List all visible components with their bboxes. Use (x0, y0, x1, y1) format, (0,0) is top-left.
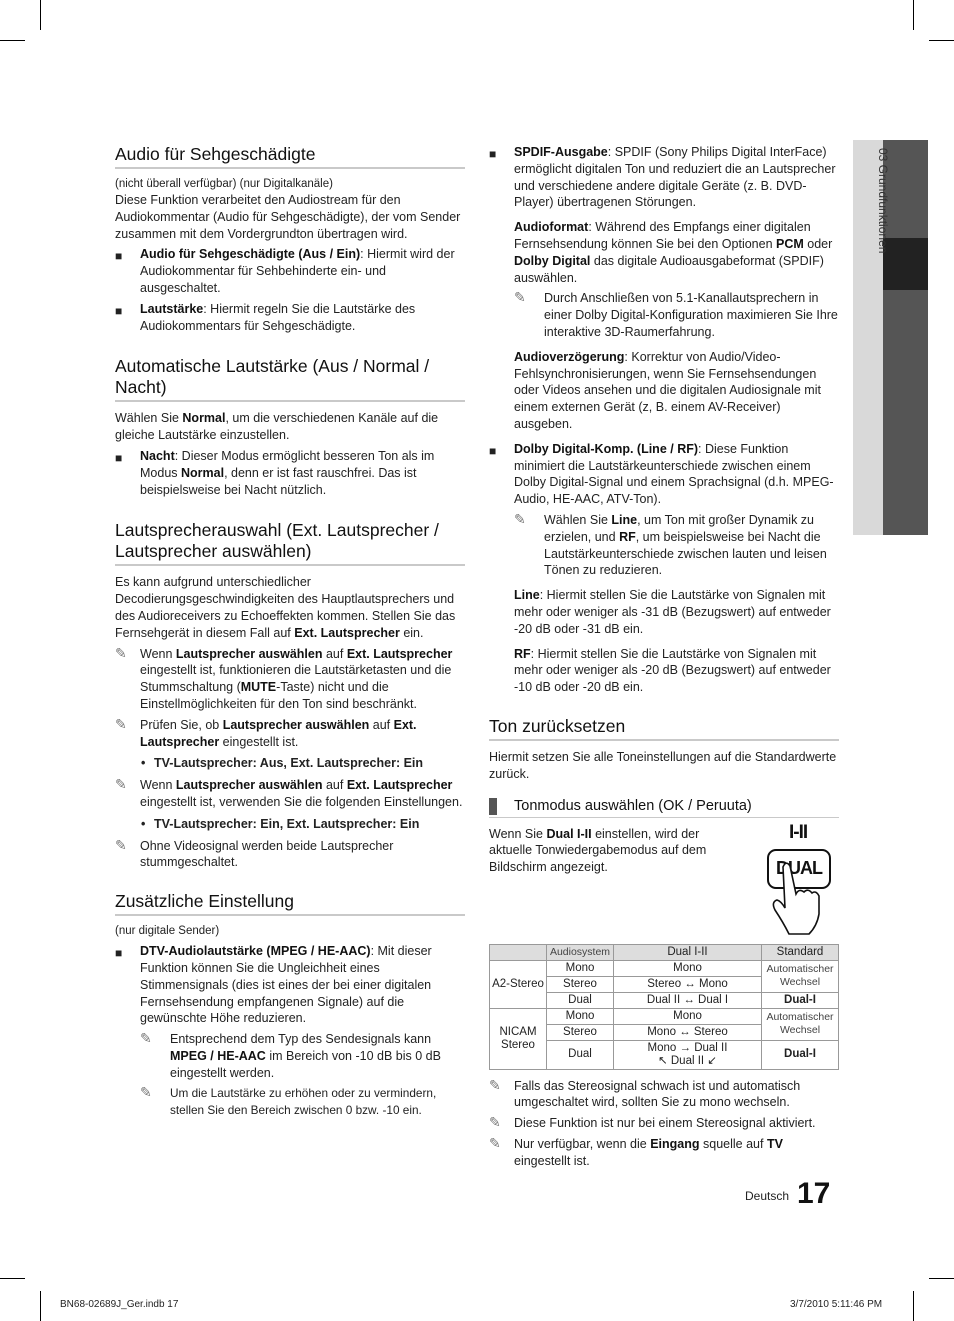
bullet-item: ■ SPDIF-Ausgabe: SPDIF (Sony Philips Digital InterFace) ermöglicht digitalen Ton und reduziert die an Lautsprecher und verschiedene andere digitale Geräte (z. B. DVD-Player) übertragenen Störungen. (489, 145, 836, 210)
note-item: ✎ Nur verfügbar, wenn die Eingang squelle auf TV eingestellt ist. (489, 1134, 783, 1168)
intro-text: Diese Funktion verarbeitet den Audiostream für den Audiokommentar (Audio für Sehgeschädigte), der vom Sender zusammen mit dem Vordergrundton übertragen wird. (115, 193, 461, 241)
body-text: Wählen Sie Normal, um die verschiedenen Kanäle auf die gleiche Lautstärke einzustellen. (115, 411, 439, 443)
note-pencil-icon: ✎ (115, 715, 127, 732)
table-cell: Mono (614, 960, 762, 976)
dual-button-illustration (759, 822, 839, 940)
dot-item: • TV-Lautsprecher: Ein, Ext. Lautsprecher: Ein (141, 816, 420, 831)
bullet-item: ■ Nacht: Dieser Modus ermöglicht besseren Ton als im Modus Normal, denn er ist fast rauschfrei. Das ist beispielsweise bei Nacht nützlich. (115, 448, 435, 497)
note-pencil-icon: ✎ (115, 644, 127, 661)
note-item: ✎ Wählen Sie Line, um Ton mit großer Dynamik zu erzielen, und RF, um beispielsweise bei Nacht die Lautstärkeunterschiede zwischen lauten und leisen Tönen zu reduzieren. (514, 510, 827, 578)
chapter-tab (853, 140, 928, 535)
note-pencil-icon: ✎ (489, 1076, 501, 1093)
section-title: Ton zurücksetzen (489, 716, 839, 741)
crop-mark (929, 1278, 954, 1279)
page-number: 17 (797, 1177, 831, 1210)
crop-mark (40, 0, 41, 30)
section-ton-zuruecksetzen (489, 716, 839, 1170)
note-pencil-icon: ✎ (489, 1114, 501, 1131)
chapter-tab-label: 03 Grundfunktionen (876, 148, 890, 254)
body-text: Es kann aufgrund unterschiedlicher Decodierungsgeschwindigkeiten des Hauptlautsprechers und des Audioreceivers zu Echoeffekten kommen. Stellen Sie das Fernsehgerät in diesem Fall auf Ext. Lautsprecher ein. (115, 575, 456, 640)
note-pencil-icon: ✎ (514, 510, 526, 527)
table-cell: Automatischer Wechsel (762, 960, 839, 992)
note-pencil-icon: ✎ (115, 776, 127, 793)
table-header-cell (490, 944, 547, 960)
note-item: ✎ Falls das Stereosignal schwach ist und automatisch umgeschaltet wird, sollten Sie zu mono wechseln. (489, 1076, 801, 1110)
dual-description (489, 821, 839, 936)
crop-mark (0, 40, 25, 41)
table-cell: Mono (547, 960, 614, 976)
crop-mark (913, 0, 914, 30)
section-title: Zusätzliche Einstellung (115, 891, 465, 916)
table-row (490, 960, 839, 976)
audio-system-table (489, 944, 839, 1070)
right-column (489, 144, 839, 1173)
body-text: RF: Hiermit stellen Sie die Lautstärke von Signalen mit mehr oder weniger als -20 dB (Bezugswert) auf entweder -10 dB oder -20 dB ein. (514, 646, 831, 695)
bullet-item: ■ Audio für Sehgeschädigte (Aus / Ein): Hiermit wird der Audiokommentar für Sehbehinderte ein- und ausgeschaltet. (115, 247, 455, 295)
table-header-cell: Standard (762, 944, 839, 960)
note-item: ✎ Wenn Lautsprecher auswählen auf Ext. Lautsprecher eingestellt ist, funktionieren die Lautstärketasten und die Stummschaltung (MUTE-Taste) nicht und die Einstellmöglichkeiten für den Ton sind beschränkt. (115, 644, 453, 711)
table-cell: Dual-I (762, 992, 839, 1008)
note-pencil-icon: ✎ (489, 1134, 501, 1151)
table-cell: Stereo ↔ Mono (614, 976, 762, 992)
section-title: Lautsprecherauswahl (Ext. Lautsprecher / Lautsprecher auswählen) (115, 520, 465, 566)
note-pencil-icon: ✎ (115, 836, 127, 853)
table-row (490, 1008, 839, 1024)
body-text: Audioformat: Während des Empfangs einer digitalen Fernsehsendung können Sie bei den Optionen PCM oder Dolby Digital das digitale Audioausgabeformat (SPDIF) auswählen. (514, 220, 833, 285)
table-cell: Mono → Dual II ↖ Dual II ↙ (614, 1040, 762, 1069)
note-item: ✎ Ohne Videosignal werden beide Lautsprecher stummgeschaltet. (115, 836, 394, 870)
pointing-hand-icon (759, 822, 839, 940)
note-item: ✎ Entsprechend dem Typ des Sendesignals kann MPEG / HE-AAC im Bereich von -10 dB bis 0 dB eingestellt werden. (140, 1030, 441, 1080)
dual-button-top-label: I-II (789, 821, 808, 843)
crop-mark (40, 1291, 41, 1321)
table-cell: Dual (547, 1040, 614, 1069)
table-cell: Mono ↔ Stereo (614, 1024, 762, 1040)
table-cell: A2-Stereo (490, 960, 547, 1008)
table-cell: Mono (614, 1008, 762, 1024)
body-text: Hiermit setzen Sie alle Toneinstellungen auf die Standardwerte zurück. (489, 749, 837, 781)
table-cell: Stereo (547, 1024, 614, 1040)
table-cell: Dual-I (762, 1040, 839, 1069)
dual-button: DUAL (767, 849, 831, 889)
section-auto-lautstaerke (115, 356, 465, 498)
table-cell: Mono (547, 1008, 614, 1024)
bullet-item: ■ DTV-Audiolautstärke (MPEG / HE-AAC): Mit dieser Funktion können Sie die Ungleichheit eines Stimmensignals (dies ist eines der bei einer digitalen Fernsehsendung empfangenen Signale) auf die gewünschte Höhe reduzieren. (115, 944, 432, 1026)
bullet-item: ■ Dolby Digital-Komp. (Line / RF): Diese Funktion minimiert die Lautstärkeunterschiede zwischen einem Dolby Digital-Signal und einem Sprachsignal (d.h. MPEG-Audio, HE-AAC, ATV-Ton). (489, 441, 834, 507)
section-title: Automatische Lautstärke (Aus / Normal / Nacht) (115, 356, 465, 402)
subsection-title: Tonmodus auswählen (OK / Peruuta) (489, 797, 839, 818)
section-zusaetzliche-einstellung (115, 891, 465, 1119)
note-pencil-icon: ✎ (140, 1030, 152, 1047)
note-pencil-icon: ✎ (140, 1084, 152, 1101)
note-item: ✎ Diese Funktion ist nur bei einem Stereosignal aktiviert. (489, 1114, 816, 1131)
table-cell: Dual (547, 992, 614, 1008)
section-audio-sehgeschaedigte (115, 144, 465, 334)
body-text: Line: Hiermit stellen Sie die Lautstärke von Signalen mit mehr oder weniger als -31 dB (Bezugswert) auf entweder -20 dB oder -31 dB ein. (514, 588, 831, 636)
bullet-item: ■ Lautstärke: Hiermit regeln Sie die Lautstärke des Audiokommentars für Sehgeschädigte. (115, 301, 416, 333)
note-item: ✎ Um die Lautstärke zu erhöhen oder zu vermindern, stellen Sie den Bereich zwischen 0 bzw. -10 ein. (140, 1084, 437, 1118)
crop-mark (929, 40, 954, 41)
note-item: ✎ Prüfen Sie, ob Lautsprecher auswählen auf Ext. Lautsprecher eingestellt ist. (115, 715, 417, 749)
intro-text: (nicht überall verfügbar) (nur Digitalkanäle) (115, 178, 333, 190)
section-title: Audio für Sehgeschädigte (115, 144, 465, 169)
note-pencil-icon: ✎ (514, 289, 526, 306)
footer-date: 3/7/2010 5:11:46 PM (790, 1299, 883, 1310)
note-item: ✎ Durch Anschließen von 5.1-Kanallautsprechern in einer Dolby Digital-Konfiguration maximieren Sie Ihre interaktive 3D-Raumerfahrung. (514, 289, 838, 339)
table-cell: Dual II ↔ Dual I (614, 992, 762, 1008)
table-header-cell: Audiosystem (547, 944, 614, 960)
footer-language: Deutsch (745, 1189, 790, 1203)
body-text: Wenn Sie Dual I-II einstellen, wird der aktuelle Tonwiedergabemodus auf dem Bildschirm angezeigt. (489, 826, 707, 875)
table-cell: Stereo (547, 976, 614, 992)
footer-filename: BN68-02689J_Ger.indb 17 (60, 1299, 179, 1310)
note-item: ✎ Wenn Lautsprecher auswählen auf Ext. Lautsprecher eingestellt ist, verwenden Sie die folgenden Einstellungen. (115, 776, 463, 809)
intro-text: (nur digitale Sender) (115, 925, 220, 938)
crop-mark (0, 1278, 25, 1279)
section-lautsprecherauswahl (115, 520, 465, 871)
crop-mark (913, 1291, 914, 1321)
dot-item: • TV-Lautsprecher: Aus, Ext. Lautsprecher: Ein (141, 756, 424, 771)
body-text: Audioverzögerung: Korrektur von Audio/Video-Fehlsynchronisierungen, wenn Sie Fernsehsendungen oder Videos ansehen und die digitalen Audiosignale mit einem externen Gerät (z, B. einem AV-Receiver) ausgeben. (514, 349, 821, 431)
table-cell: Automatischer Wechsel (762, 1008, 839, 1040)
table-header-cell: Dual I-II (614, 944, 762, 960)
left-column (115, 140, 465, 1137)
table-cell: NICAM Stereo (490, 1008, 547, 1069)
